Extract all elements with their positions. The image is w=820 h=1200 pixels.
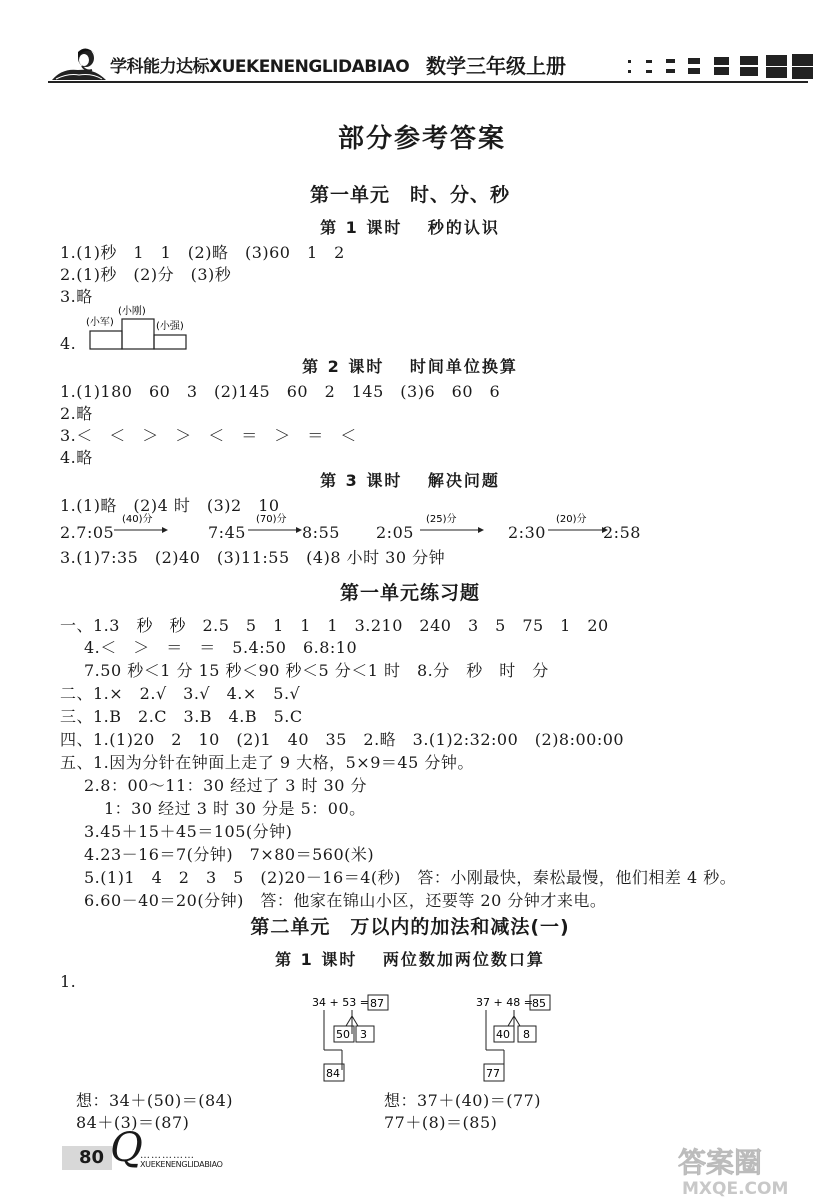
addition-split-diagram-1 — [312, 992, 402, 1084]
header-rule — [48, 81, 808, 83]
bar-label-xiaogang: (小刚) — [118, 306, 146, 317]
unit2-lesson1-heading: 第 1 课时 两位数加两位数口算 — [275, 950, 545, 969]
time-start-a: 2.7:05 — [60, 523, 115, 542]
exercise-line: 1：30 经过 3 时 30 分是 5：00。 — [104, 799, 366, 818]
bar-xiaoqiang — [154, 335, 186, 349]
unit1-lesson2-heading: 第 2 课时 时间单位换算 — [302, 357, 518, 376]
time-start-d: 2:30 — [508, 523, 546, 542]
exercise-line: 2.8：00～11：30 经过了 3 时 30 分 — [84, 776, 367, 795]
think-line: 想：37＋(40)＝(77) — [384, 1091, 542, 1110]
time-end-d: 2:58 — [603, 523, 641, 542]
bar-label-xiaojun: (小军) — [86, 317, 114, 328]
answer-line: 3.(1)7:35 (2)40 (3)11:55 (4)8 小时 30 分钟 — [60, 548, 446, 567]
exercise-heading: 第一单元练习题 — [339, 582, 480, 604]
answer-line: 2.(1)秒 (2)分 (3)秒 — [60, 265, 232, 284]
watermark-main-text: 答案圈 — [678, 1146, 763, 1179]
page-header — [0, 0, 820, 90]
diagram-bottom-value: 77 — [486, 1067, 500, 1080]
answer-line: 3.＜ ＜ ＞ ＞ ＜ ＝ ＞ ＝ ＜ — [60, 426, 357, 445]
diagram-result: 87 — [370, 997, 384, 1010]
diagram-result: 85 — [532, 997, 546, 1010]
exercise-line: 6.60－40＝20(分钟) 答：他家在锦山小区，还要等 20 分钟才来电。 — [84, 891, 607, 910]
answer-line: 1.(1)秒 1 1 (2)略 (3)60 1 2 — [60, 243, 345, 262]
exercise-line: 5.(1)1 4 2 3 5 (2)20－16＝4(秒) 答：小刚最快，秦松最慢，他们相差 4 秒。 — [84, 868, 737, 887]
think-line: 84＋(3)＝(87) — [76, 1113, 190, 1132]
exercise-line: 4.23－16＝7(分钟) 7×80＝560(米) — [84, 845, 375, 864]
decorative-dash-bars — [628, 54, 813, 80]
duration-label: (70)分 — [256, 514, 287, 525]
answer-line: 2.略 — [60, 404, 93, 423]
exercise-line: 三、1.B 2.C 3.B 4.B 5.C — [60, 707, 303, 726]
time-end-a: 7:45 — [208, 523, 246, 542]
answer-line: 1. — [60, 972, 77, 991]
page-number: 80 — [62, 1146, 112, 1170]
bar-label-xiaoqiang: (小强) — [156, 321, 184, 332]
diagram-left-part: 40 — [496, 1028, 510, 1041]
unit2-heading: 第二单元 万以内的加法和减法(一) — [250, 916, 570, 938]
think-line: 想：34＋(50)＝(84) — [76, 1091, 234, 1110]
duration-arrow — [112, 512, 168, 534]
time-start-c: 2:05 — [376, 523, 414, 542]
watermark-logo — [672, 1140, 812, 1198]
diagram-right-part: 3 — [360, 1028, 367, 1041]
diagram-expression: 34 + 53 = — [312, 996, 369, 1009]
exercise-line: 一、1.3 秒 秒 2.5 5 1 1 1 3.210 240 3 5 75 1 20 — [60, 616, 609, 635]
subject-title: 数学三年级上册 — [426, 54, 566, 78]
watermark-url: MXQE.COM — [682, 1179, 789, 1198]
bar-xiaojun — [90, 331, 122, 349]
answer-line: 1.(1)180 60 3 (2)145 60 2 145 (3)6 60 6 — [60, 382, 501, 401]
student-reading-icon — [48, 46, 110, 82]
diagram-bottom-value: 84 — [326, 1067, 340, 1080]
height-bar-diagram — [86, 305, 196, 353]
page-title: 部分参考答案 — [337, 124, 506, 154]
think-line: 77＋(8)＝(85) — [384, 1113, 498, 1132]
duration-arrow — [246, 512, 302, 534]
footer-q-letter: Q — [110, 1125, 143, 1171]
addition-split-diagram-2 — [476, 992, 566, 1084]
answer-line: 4. — [60, 334, 77, 353]
duration-arrow — [546, 512, 608, 534]
duration-label: (25)分 — [426, 514, 457, 525]
diagram-expression: 37 + 48 = — [476, 996, 533, 1009]
diagram-right-part: 8 — [523, 1028, 530, 1041]
duration-label: (40)分 — [122, 514, 153, 525]
exercise-line: 五、1.因为分针在钟面上走了 9 大格，5×9＝45 分钟。 — [60, 753, 474, 772]
time-end-b: 8:55 — [302, 523, 340, 542]
footer-brand: XUEKENENGLIDABIAO — [140, 1160, 223, 1169]
exercise-line: 四、1.(1)20 2 10 (2)1 40 35 2.略 3.(1)2:32:00 (2)8:00:00 — [60, 730, 625, 749]
diagram-left-part: 50 — [336, 1028, 350, 1041]
unit1-lesson1-heading: 第 1 课时 秒的认识 — [320, 218, 500, 237]
unit1-heading: 第一单元 时、分、秒 — [309, 184, 510, 206]
exercise-line: 4.＜ ＞ ＝ ＝ 5.4:50 6.8:10 — [84, 638, 358, 657]
exercise-line: 二、1.× 2.√ 3.√ 4.× 5.√ — [60, 684, 301, 703]
footer-dots: …………… — [140, 1150, 195, 1161]
exercise-line: 7.50 秒＜1 分 15 秒＜90 秒＜5 分＜1 时 8.分 秒 时 分 — [84, 661, 549, 680]
answer-line: 3.略 — [60, 287, 93, 306]
series-title: 学科能力达标XUEKENENGLIDABIAO — [110, 57, 410, 77]
duration-label: (20)分 — [556, 514, 587, 525]
answer-line: 1.(1)略 (2)4 时 (3)2 10 — [60, 496, 280, 515]
bar-xiaogang — [122, 319, 154, 349]
unit1-lesson3-heading: 第 3 课时 解决问题 — [320, 471, 500, 490]
duration-arrow — [418, 512, 484, 534]
exercise-line: 3.45＋15＋45＝105(分钟) — [84, 822, 293, 841]
answer-line: 4.略 — [60, 448, 93, 467]
